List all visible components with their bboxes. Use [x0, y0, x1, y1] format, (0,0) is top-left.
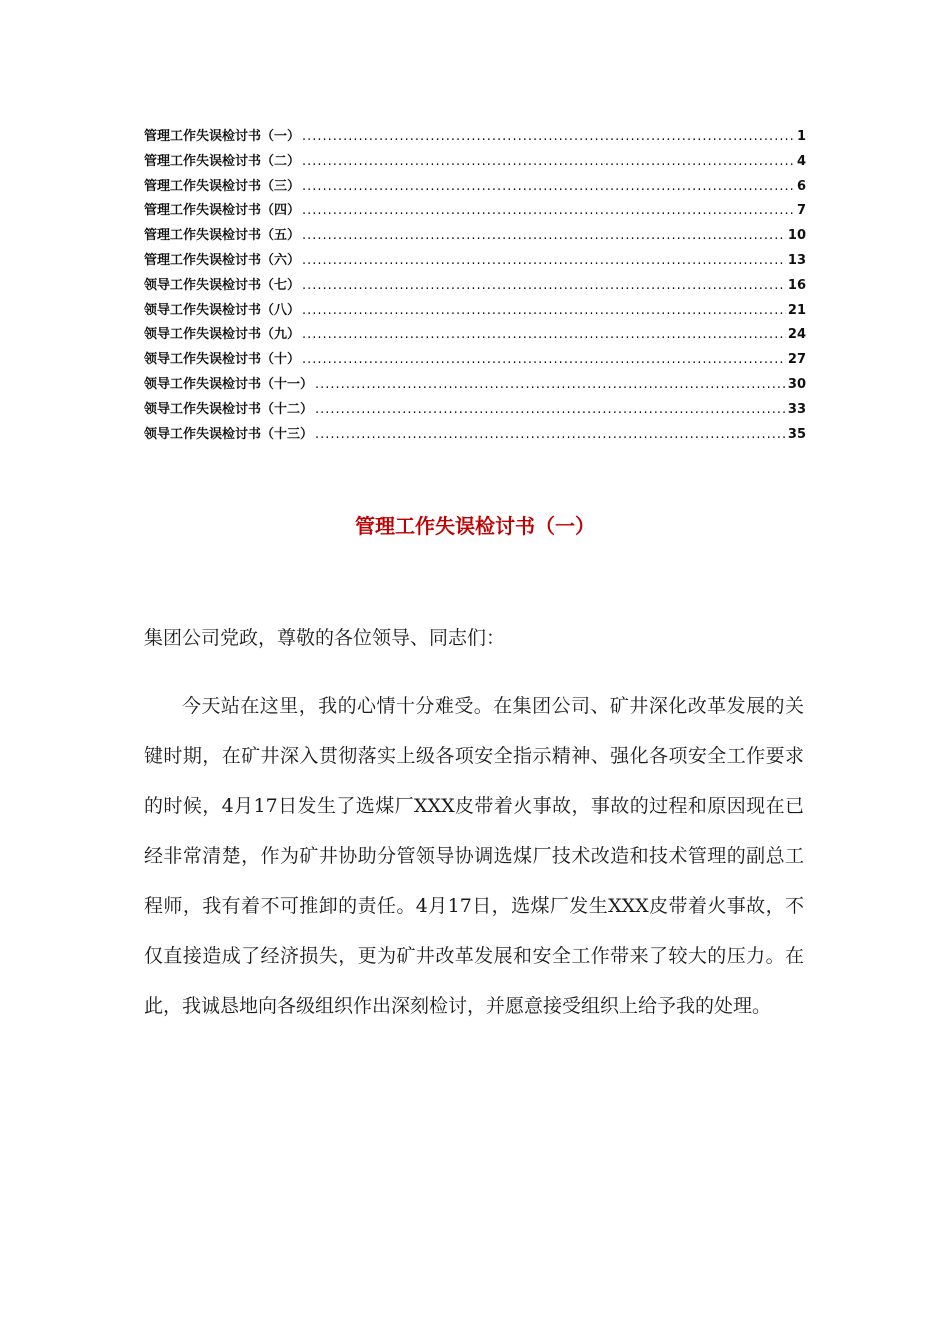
- toc-leader-dots: [302, 352, 786, 367]
- toc-entry-page: 24: [787, 327, 806, 343]
- toc-leader-dots: [302, 129, 795, 144]
- toc-leader-dots: [302, 154, 795, 169]
- toc-entry-page: 33: [787, 401, 806, 417]
- toc-leader-dots: [302, 203, 795, 218]
- toc-entry[interactable]: [144, 299, 806, 324]
- toc-leader-dots: [302, 228, 786, 243]
- toc-entry[interactable]: [144, 274, 806, 299]
- toc-entry-page: 35: [787, 426, 806, 442]
- toc-entry[interactable]: [144, 224, 806, 249]
- toc-entry-title: 管理工作失误检讨书（一）: [144, 129, 301, 144]
- toc-entry[interactable]: [144, 199, 806, 224]
- toc-leader-dots: [315, 377, 786, 392]
- toc-entry-page: 1: [796, 129, 806, 144]
- toc-leader-dots: [302, 278, 786, 293]
- document-heading: 管理工作失误检讨书（一）: [355, 514, 595, 538]
- salutation: 集团公司党政，尊敬的各位领导、同志们：: [144, 627, 506, 649]
- toc-leader-dots: [315, 402, 786, 417]
- toc-entry-page: 4: [796, 153, 806, 169]
- toc-entry-title: 领导工作失误检讨书（十三）: [144, 426, 314, 442]
- body-paragraph: 今天站在这里，我的心情十分难受。在集团公司、矿井深化改革发展的关键时期，在矿井深入贯彻落实上级各项安全指示精神、强化各项安全工作要求的时候，4月17日发生了选煤厂XXX皮带着火事故，事故的过程和原因现在已经非常清楚，作为矿井协助分管领导协调选煤厂技术改造和技术管理的副总工程师，我有着不可推卸的责任。4月17日，选煤厂发生XXX皮带着火事故，不仅直接造成了经济损失，更为矿井改革发展和安全工作带来了较大的压力。在此，我诚恳地向各级组织作出深刻检讨，并愿意接受组织上给予我的处理。: [144, 695, 804, 1017]
- toc-entry-title: 领导工作失误检讨书（八）: [144, 302, 301, 318]
- toc-entry-title: 领导工作失误检讨书（七）: [144, 277, 301, 293]
- toc-entry-title: 管理工作失误检讨书（三）: [144, 178, 301, 194]
- toc-entry-page: 10: [787, 228, 806, 244]
- toc-leader-dots: [315, 427, 786, 442]
- toc-entry[interactable]: [144, 373, 806, 398]
- toc-entry-page: 7: [796, 203, 806, 219]
- toc-entry-page: 27: [787, 352, 806, 368]
- toc-entry-title: 领导工作失误检讨书（十二）: [144, 401, 314, 417]
- toc-entry-page: 13: [787, 252, 806, 268]
- toc-entry-page: 21: [787, 302, 806, 318]
- toc-entry[interactable]: [144, 348, 806, 373]
- table-of-contents: [144, 125, 806, 447]
- toc-entry[interactable]: [144, 125, 806, 150]
- toc-entry-title: 领导工作失误检讨书（十一）: [144, 376, 314, 392]
- toc-entry[interactable]: [144, 398, 806, 423]
- toc-leader-dots: [302, 253, 786, 268]
- toc-leader-dots: [302, 327, 786, 342]
- toc-entry-title: 管理工作失误检讨书（四）: [144, 203, 301, 219]
- toc-entry-title: 管理工作失误检讨书（五）: [144, 228, 301, 244]
- toc-entry[interactable]: [144, 150, 806, 175]
- toc-entry-page: 16: [787, 277, 806, 293]
- toc-leader-dots: [302, 303, 786, 318]
- toc-entry-page: 30: [787, 376, 806, 392]
- toc-entry[interactable]: [144, 249, 806, 274]
- toc-entry-title: 管理工作失误检讨书（二）: [144, 153, 301, 169]
- toc-entry-page: 6: [796, 178, 806, 194]
- toc-entry[interactable]: [144, 423, 806, 448]
- toc-entry-title: 领导工作失误检讨书（十）: [144, 352, 301, 368]
- toc-entry-title: 领导工作失误检讨书（九）: [144, 327, 301, 343]
- toc-entry-title: 管理工作失误检讨书（六）: [144, 252, 301, 268]
- toc-entry[interactable]: [144, 323, 806, 348]
- toc-entry[interactable]: [144, 175, 806, 200]
- toc-leader-dots: [302, 179, 795, 194]
